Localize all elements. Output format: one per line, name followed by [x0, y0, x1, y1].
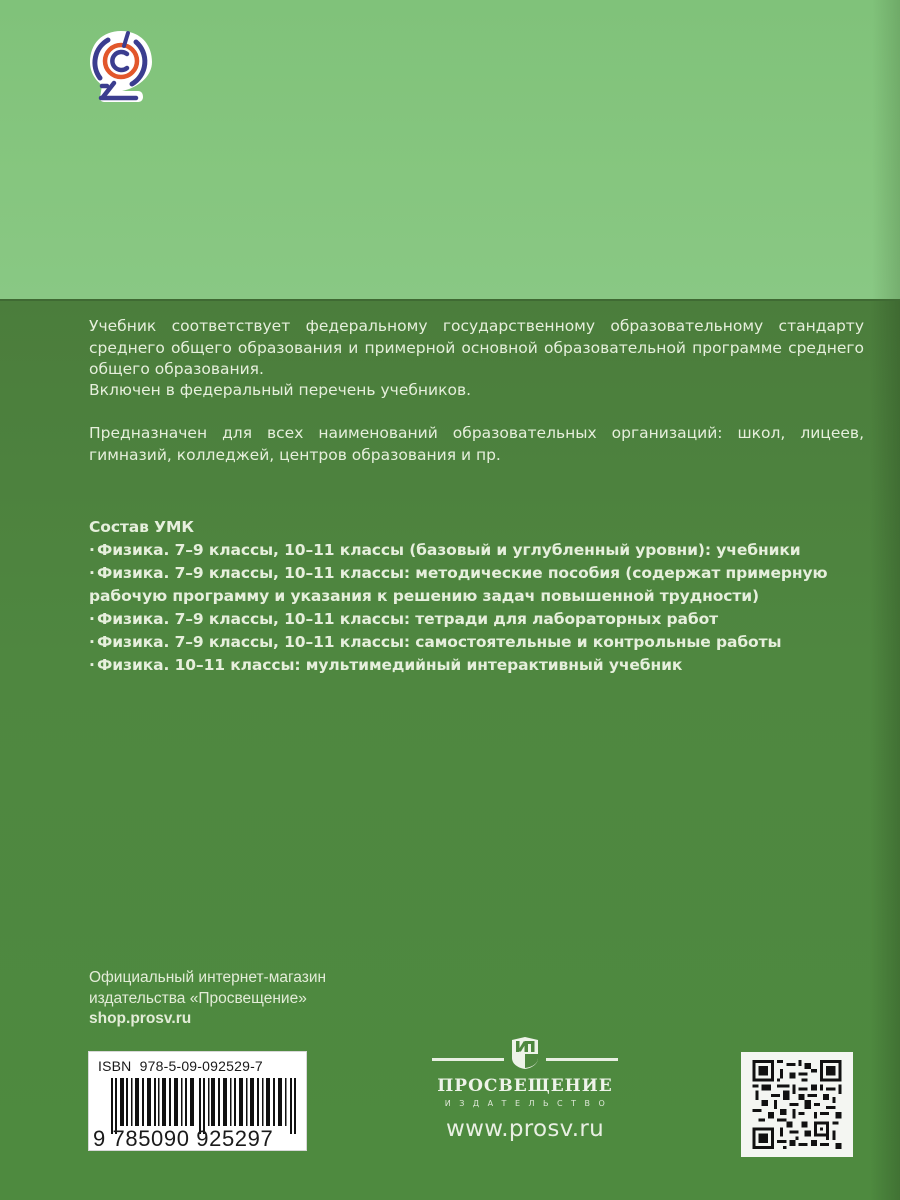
publisher-rule-right [546, 1058, 618, 1061]
publisher-rule-left [432, 1058, 504, 1061]
umk-item: · Физика. 7–9 классы, 10–11 классы: тетради для лабораторных работ [89, 610, 719, 628]
federal-list-text: Включен в федеральный перечень учебников. [89, 381, 472, 399]
series-logo-icon [86, 28, 156, 104]
qr-code-icon [751, 1060, 843, 1149]
prosveshchenie-emblem-icon [510, 1036, 540, 1070]
shop-info [89, 968, 326, 1030]
isbn-barcode [88, 1051, 307, 1151]
shop-line-2: издательства «Просвещение» [89, 989, 307, 1007]
umk-item: · Физика. 10–11 классы: мультимедийный интерактивный учебник [89, 656, 683, 674]
intended-for-text: Предназначен для всех наименований образовательных организаций: школ, лицеев, гимназий, колледжей, центров образования и пр. [89, 424, 864, 464]
barcode-digits: 9 785090 925297 [93, 1126, 274, 1151]
isbn-number: ISBN 978-5-09-092529-7 [98, 1058, 263, 1074]
publisher-name: ПРОСВЕЩЕНИЕ [437, 1076, 613, 1096]
publisher-subtitle: ИЗДАТЕЛЬСТВО [444, 1099, 614, 1108]
standard-compliance-text: Учебник соответствует федеральному государственному образовательному стандарту среднего общего образования и примерной основной образовательной программе среднего общего образования. [89, 317, 864, 378]
panel-divider [0, 299, 900, 301]
umk-item: · Физика. 7–9 классы, 10–11 классы: методические пособия (содержат примерную [89, 564, 828, 582]
shop-line-1: Официальный интернет-магазин [89, 969, 327, 986]
publisher-url-link[interactable]: www.prosv.ru [445, 1116, 604, 1142]
umk-item: · Физика. 7–9 классы, 10–11 классы: самостоятельные и контрольные работы [89, 633, 782, 651]
publisher-logo [410, 1036, 640, 1156]
shop-url-link[interactable]: shop.prosv.ru [89, 1010, 192, 1027]
qr-code[interactable] [741, 1052, 853, 1157]
umk-section [89, 516, 879, 677]
umk-item-continuation: рабочую программу и указания к решению задач повышенной трудности) [89, 587, 759, 605]
umk-item: · Физика. 7–9 классы, 10–11 классы (базовый и углубленный уровни): учебники [89, 541, 801, 559]
umk-title: Состав УМК [89, 518, 194, 536]
